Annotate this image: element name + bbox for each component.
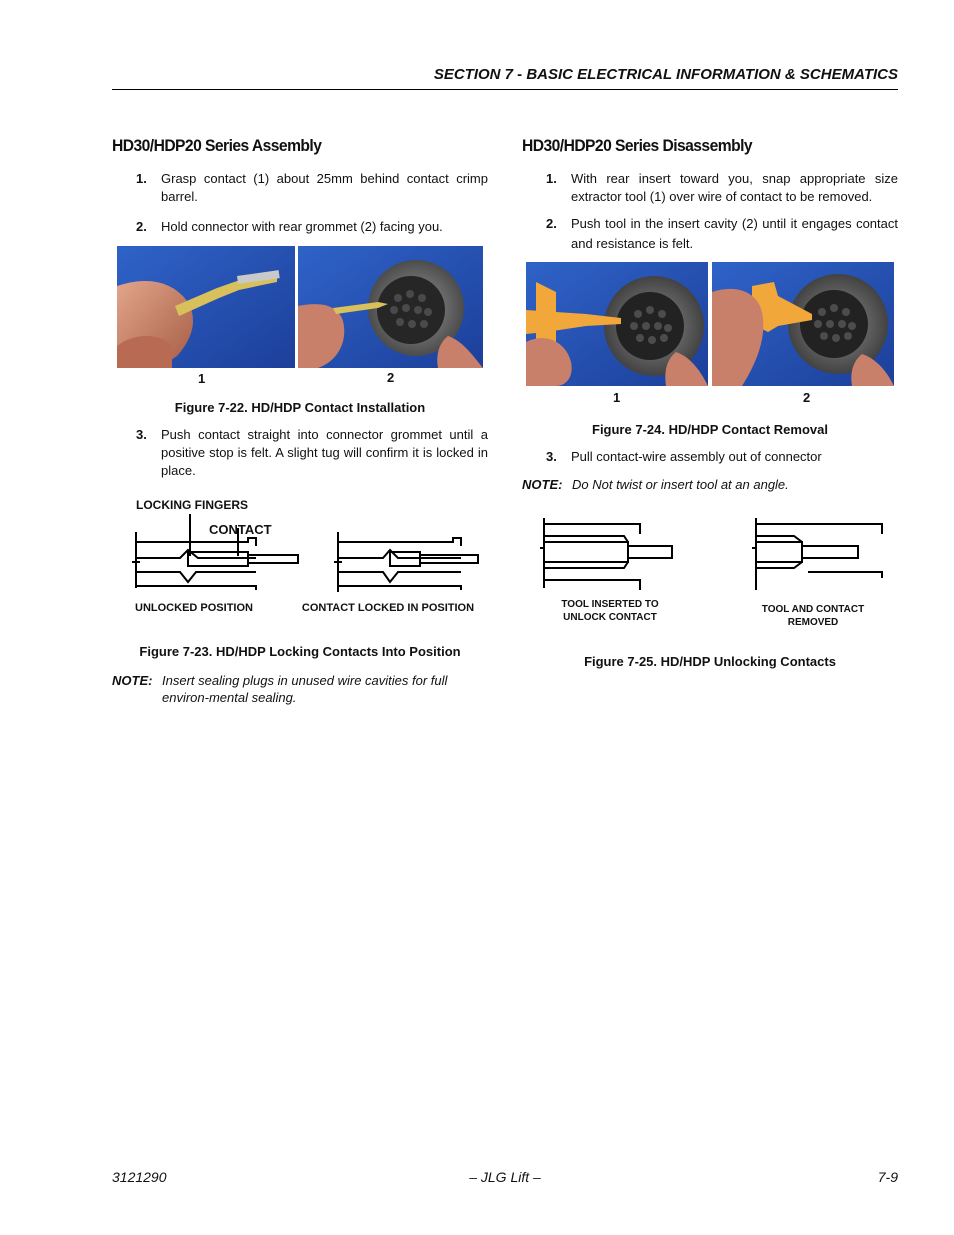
connector-rear-photo (298, 246, 483, 368)
tool-insert-cavity-photo (712, 262, 894, 386)
tool-removed-label (753, 603, 873, 629)
tool-inserted-line-1: TOOL INSERTED TO (561, 599, 659, 610)
figure-22-caption: Figure 7-22. HD/HDP Contact Installation (174, 400, 426, 415)
step-number: 2. (546, 216, 557, 231)
unlocking-contacts-diagram (536, 514, 886, 596)
note-label: NOTE: (522, 477, 563, 492)
tool-removed-line-1: TOOL AND CONTACT (761, 604, 865, 615)
figure-24-label-1: 1 (613, 390, 621, 405)
figure-22-label-2: 2 (387, 370, 395, 385)
tool-inserted-line-2: UNLOCK CONTACT (563, 612, 657, 623)
tool-inserted-label (550, 598, 670, 624)
step-text: Push tool in the insert cavity (2) until it engages contact and resistance is felt. (571, 216, 898, 251)
figure-25-caption: Figure 7-25. HD/HDP Unlocking Contacts (584, 654, 836, 669)
step-number: 2. (136, 219, 147, 234)
unlocked-position-label: UNLOCKED POSITION (135, 602, 253, 614)
assembly-step-2 (136, 218, 488, 236)
assembly-step-1 (136, 170, 488, 206)
figure-23-caption: Figure 7-23. HD/HDP Locking Contacts Into Position (139, 644, 461, 659)
step-number: 1. (546, 171, 557, 186)
locking-contacts-diagram (128, 512, 488, 600)
disassembly-step-2 (546, 214, 898, 254)
figure-24-caption: Figure 7-24. HD/HDP Contact Removal (592, 422, 828, 437)
disassembly-note (522, 476, 898, 494)
disassembly-step-1 (546, 170, 898, 206)
section-header: SECTION 7 - BASIC ELECTRICAL INFORMATION & SCHEMATICS (433, 66, 898, 83)
footer-brand: – JLG Lift – (469, 1169, 541, 1185)
note-text: Do Not twist or insert tool at an angle. (572, 477, 789, 492)
step-number: 3. (136, 427, 147, 442)
step-text: Grasp contact (1) about 25mm behind contact crimp barrel. (161, 171, 488, 204)
tool-removed-line-2: REMOVED (787, 617, 839, 628)
figure-24-label-2: 2 (803, 390, 811, 405)
footer-page-number: 7-9 (877, 1169, 898, 1185)
extractor-tool-photo (526, 262, 708, 386)
step-text: Hold connector with rear grommet (2) facing you. (161, 219, 443, 234)
assembly-heading: HD30/HDP20 Series Assembly (112, 136, 322, 155)
disassembly-step-3 (546, 448, 898, 466)
step-text: With rear insert toward you, snap appropriate size extractor tool (1) over wire of contact to be removed. (571, 171, 898, 204)
locked-position-label: CONTACT LOCKED IN POSITION (301, 602, 475, 614)
disassembly-heading: HD30/HDP20 Series Disassembly (522, 136, 753, 155)
step-number: 1. (136, 171, 147, 186)
step-text: Push contact straight into connector grommet until a positive stop is felt. A slight tug will confirm it is locked in place. (161, 427, 488, 478)
note-text: Insert sealing plugs in unused wire cavities for full environ-mental sealing. (162, 673, 448, 705)
assembly-note (112, 672, 490, 708)
note-label: NOTE: (112, 673, 153, 688)
locking-fingers-label: LOCKING FINGERS (136, 498, 249, 512)
footer-doc-number: 3121290 (112, 1169, 167, 1185)
header-divider (112, 89, 898, 90)
step-text: Pull contact-wire assembly out of connector (571, 449, 822, 464)
step-number: 3. (546, 449, 557, 464)
contact-label: CONTACT (209, 522, 272, 537)
figure-22-label-1: 1 (198, 371, 206, 386)
contact-grasp-photo (117, 246, 295, 368)
assembly-step-3 (136, 426, 488, 480)
